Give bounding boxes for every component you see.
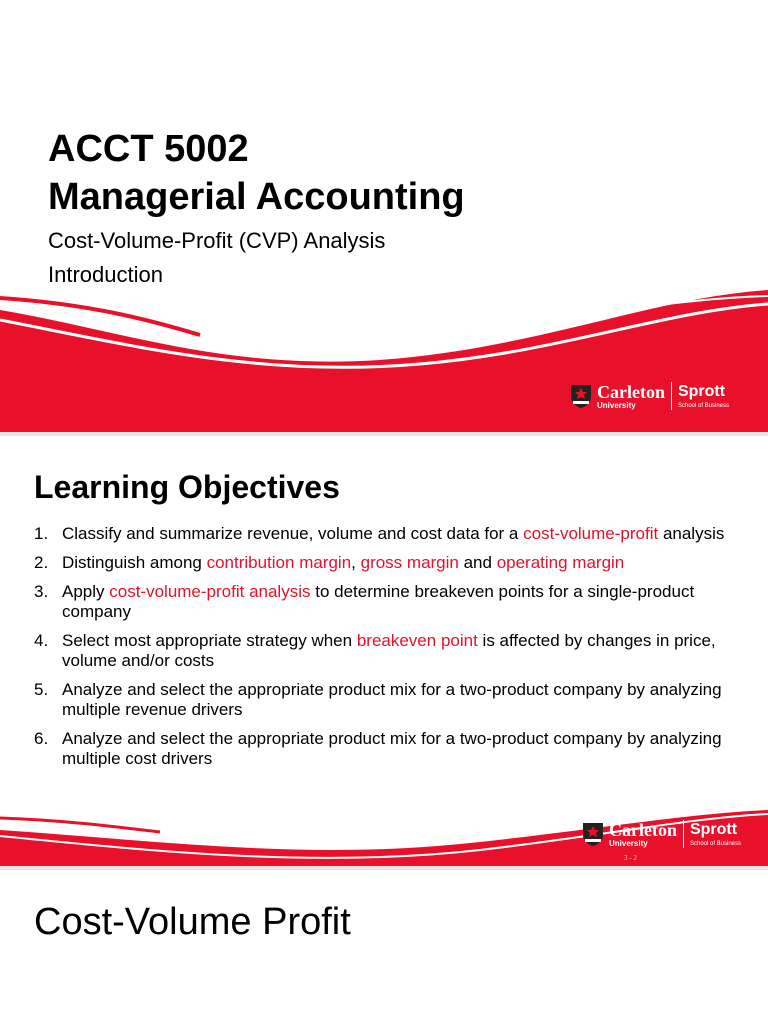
objective-item	[34, 524, 734, 544]
objective-text-part: to determine breakeven points for a single-product company	[62, 582, 695, 621]
objective-text-part: Analyze and select the appropriate product mix for a two-product company by analyzing multiple revenue drivers	[62, 680, 722, 719]
slide-subtitle-intro: Introduction	[48, 262, 163, 287]
objective-text-part: Select most appropriate strategy when	[62, 631, 357, 650]
objective-text	[62, 729, 734, 769]
objective-text-part: Apply	[62, 582, 110, 601]
objective-number: 4.	[34, 631, 49, 650]
carleton-shield-icon	[582, 821, 604, 847]
objective-item	[34, 553, 734, 573]
highlighted-term: breakeven point	[356, 631, 478, 650]
objective-text-part: Analyze and select the appropriate product mix for a two-product company by analyzing multiple cost drivers	[62, 729, 722, 768]
highlighted-term: cost-volume-profit	[523, 524, 659, 543]
course-name: Managerial Accounting	[48, 176, 465, 218]
page-number: 3 - 2	[624, 854, 637, 862]
highlighted-term: operating margin	[496, 553, 625, 572]
highlighted-term: cost-volume-profit analysis	[109, 582, 311, 601]
objective-text-part: Classify and summarize revenue, volume and cost data for a	[62, 524, 524, 543]
objective-text	[62, 524, 734, 544]
slide-subtitle: Cost-Volume-Profit (CVP) Analysis	[48, 228, 386, 253]
objective-number: 3.	[34, 582, 49, 601]
university-wordmark: University	[609, 838, 648, 848]
objective-item	[34, 631, 734, 671]
logo-divider	[683, 820, 684, 848]
school-of-business-wordmark: School of Business	[689, 840, 742, 847]
objective-number: 2.	[34, 553, 49, 572]
red-wave-banner	[0, 290, 768, 432]
sprott-wordmark: Sprott	[677, 382, 726, 400]
carleton-wordmark: Carleton	[597, 381, 665, 402]
objective-text	[62, 553, 734, 573]
school-of-business-wordmark: School of Business	[677, 402, 730, 409]
objective-text-part: analysis	[658, 524, 725, 543]
carleton-sprott-logo	[582, 820, 741, 848]
slide-title: Learning Objectives	[34, 469, 340, 505]
title-slide	[0, 0, 768, 432]
carleton-sprott-logo	[570, 382, 729, 410]
objective-item	[34, 680, 734, 720]
highlighted-term: gross margin	[360, 553, 459, 572]
objective-text-part: and	[458, 553, 497, 572]
course-code: ACCT 5002	[48, 128, 249, 170]
objective-item	[34, 729, 734, 769]
objective-item	[34, 582, 734, 622]
objectives-list	[34, 524, 734, 778]
slide-title: Cost-Volume Profit	[34, 901, 351, 943]
sprott-wordmark: Sprott	[689, 820, 738, 838]
objective-text	[62, 582, 734, 622]
highlighted-term: contribution margin	[206, 553, 352, 572]
objective-text-part: is affected by changes in price, volume and/or costs	[62, 631, 716, 670]
cvp-slide	[0, 866, 768, 1024]
objective-number: 6.	[34, 729, 49, 748]
objective-text-part: Distinguish among	[62, 553, 207, 572]
university-wordmark: University	[597, 400, 636, 410]
objective-number: 1.	[34, 524, 49, 543]
carleton-wordmark: Carleton	[609, 819, 677, 840]
objective-text-part: ,	[351, 553, 361, 572]
objective-text	[62, 680, 734, 720]
learning-objectives-slide	[0, 432, 768, 866]
objective-number: 5.	[34, 680, 49, 699]
carleton-shield-icon	[570, 383, 592, 409]
logo-divider	[671, 382, 672, 410]
objective-text	[62, 631, 734, 671]
